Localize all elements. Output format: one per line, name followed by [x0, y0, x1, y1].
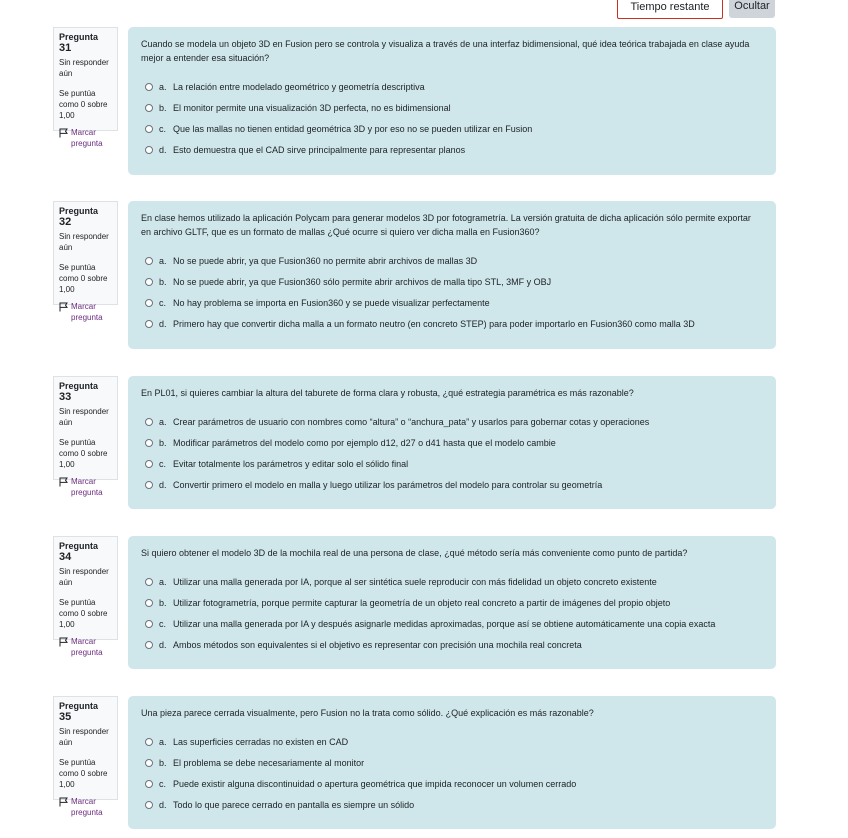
question-number: Pregunta 31	[59, 32, 99, 54]
answer-letter: b.	[159, 276, 167, 287]
question-grade: Se puntúa como 0 sobre 1,00	[59, 438, 108, 469]
question-number: Pregunta 33	[59, 381, 99, 403]
answer-letter: a.	[159, 736, 167, 747]
answer-list	[141, 76, 763, 160]
answer-radio[interactable]	[145, 780, 153, 788]
answer-letter: d.	[159, 639, 167, 650]
answer-list	[141, 411, 763, 495]
answer-radio[interactable]	[145, 125, 153, 133]
answer-radio[interactable]	[145, 599, 153, 607]
answer-text: El problema se debe necesariamente al monitor	[173, 757, 365, 768]
answer-text: Que las mallas no tienen entidad geométrica 3D y por eso no se pueden utilizar en Fusion	[173, 123, 533, 134]
question-text: En clase hemos utilizado la aplicación Polycam para generar modelos 3D por fotogrametría. La versión gratuita de dicha aplicación sólo permite exportar en archivo GLTF, que es un formato de mallas ¿Qué ocurre si quiero ver dicha malla en Fusion360?	[141, 213, 751, 237]
answer-option[interactable]	[141, 118, 763, 139]
answer-option[interactable]	[141, 313, 763, 334]
answer-text: No se puede abrir, ya que Fusion360 no permite abrir archivos de mallas 3D	[173, 255, 478, 266]
answer-letter: a.	[159, 576, 167, 587]
flag-icon	[59, 637, 68, 647]
question-number: Pregunta 35	[59, 701, 99, 723]
answer-text: No hay problema se importa en Fusion360 y se puede visualizar perfectamente	[173, 297, 490, 308]
answer-text: Puede existir alguna discontinuidad o apertura geométrica que impida reconocer un volumen cerrado	[173, 778, 577, 789]
answer-letter: b.	[159, 437, 167, 448]
flag-label: Marcar pregunta	[71, 302, 103, 322]
answer-option[interactable]	[141, 292, 763, 313]
answer-option[interactable]	[141, 139, 763, 160]
answer-text: Primero hay que convertir dicha malla a un formato neutro (en concreto STEP) para poder importarlo en Fusion360 como malla 3D	[173, 318, 695, 329]
answer-option[interactable]	[141, 752, 763, 773]
answer-letter: b.	[159, 102, 167, 113]
answer-option[interactable]	[141, 571, 763, 592]
answer-option[interactable]	[141, 794, 763, 815]
answer-option[interactable]	[141, 453, 763, 474]
answer-list	[141, 731, 763, 815]
flag-question-link[interactable]	[59, 796, 112, 818]
answer-text: Ambos métodos son equivalentes si el objetivo es representar con precisión una mochila real concreta	[173, 639, 582, 650]
flag-icon	[59, 797, 68, 807]
answer-text: Crear parámetros de usuario con nombres como “altura” o “anchura_pata” y usarlos para gobernar cotas y operaciones	[173, 416, 650, 427]
answer-letter: c.	[159, 297, 167, 308]
answer-text: No se puede abrir, ya que Fusion360 sólo permite abrir archivos de malla tipo STL, 3MF y OBJ	[173, 276, 552, 287]
flag-question-link[interactable]	[59, 301, 112, 323]
flag-question-link[interactable]	[59, 476, 112, 498]
flag-icon	[59, 477, 68, 487]
answer-radio[interactable]	[145, 759, 153, 767]
question-content	[128, 27, 776, 175]
flag-label: Marcar pregunta	[71, 128, 103, 148]
answer-radio[interactable]	[145, 104, 153, 112]
answer-text: Utilizar fotogrametría, porque permite capturar la geometría de un objeto real concreto a partir de imágenes del propio objeto	[173, 597, 671, 608]
answer-letter: c.	[159, 123, 167, 134]
answer-option[interactable]	[141, 613, 763, 634]
answer-radio[interactable]	[145, 620, 153, 628]
flag-question-link[interactable]	[59, 636, 112, 658]
answer-letter: b.	[159, 757, 167, 768]
answer-text: Utilizar una malla generada por IA y después asignarle medidas aproximadas, porque así se obtiene automáticamente una copia exacta	[173, 618, 716, 629]
answer-option[interactable]	[141, 250, 763, 271]
answer-radio[interactable]	[145, 418, 153, 426]
answer-text: Convertir primero el modelo en malla y luego utilizar los parámetros del modelo para controlar su geometría	[173, 479, 603, 490]
question-text: Cuando se modela un objeto 3D en Fusion pero se controla y visualiza a través de una interfaz bidimensional, qué idea teórica trabajada en clase ayuda mejor a entender esa situación?	[141, 39, 750, 63]
question-content	[128, 696, 776, 829]
answer-letter: b.	[159, 597, 167, 608]
question-info	[53, 696, 118, 817]
answer-option[interactable]	[141, 731, 763, 752]
answer-radio[interactable]	[145, 257, 153, 265]
hide-timer-button[interactable]: Ocultar	[729, 0, 775, 18]
answer-option[interactable]	[141, 97, 763, 118]
answer-radio[interactable]	[145, 641, 153, 649]
flag-question-link[interactable]	[59, 127, 112, 149]
question-info	[53, 27, 118, 148]
flag-icon	[59, 302, 68, 312]
answer-radio[interactable]	[145, 439, 153, 447]
timer-box	[617, 0, 723, 19]
question-content	[128, 201, 776, 349]
answer-letter: a.	[159, 416, 167, 427]
answer-letter: c.	[159, 458, 167, 469]
answer-radio[interactable]	[145, 278, 153, 286]
answer-text: Todo lo que parece cerrado en pantalla es siempre un sólido	[173, 799, 415, 810]
answer-letter: a.	[159, 81, 167, 92]
answer-radio[interactable]	[145, 83, 153, 91]
answer-text: Las superficies cerradas no existen en CAD	[173, 736, 349, 747]
question-info	[53, 536, 118, 657]
question-state: Sin responder aún	[59, 407, 109, 427]
answer-text: La relación entre modelado geométrico y geometría descriptiva	[173, 81, 425, 92]
answer-letter: d.	[159, 479, 167, 490]
answer-option[interactable]	[141, 773, 763, 794]
answer-option[interactable]	[141, 411, 763, 432]
question-number: Pregunta 32	[59, 206, 99, 228]
flag-label: Marcar pregunta	[71, 477, 103, 497]
answer-option[interactable]	[141, 271, 763, 292]
answer-radio[interactable]	[145, 299, 153, 307]
answer-letter: a.	[159, 255, 167, 266]
answer-letter: c.	[159, 618, 167, 629]
answer-radio[interactable]	[145, 801, 153, 809]
answer-radio[interactable]	[145, 460, 153, 468]
question-state: Sin responder aún	[59, 232, 109, 252]
answer-radio[interactable]	[145, 481, 153, 489]
question-grade: Se puntúa como 0 sobre 1,00	[59, 758, 108, 789]
answer-list	[141, 571, 763, 655]
question-content	[128, 376, 776, 509]
question-state: Sin responder aún	[59, 58, 109, 78]
answer-text: Evitar totalmente los parámetros y editar solo el sólido final	[173, 458, 409, 469]
answer-letter: d.	[159, 799, 167, 810]
answer-text: Modificar parámetros del modelo como por ejemplo d12, d27 o d41 hasta que el modelo cambie	[173, 437, 556, 448]
answer-option[interactable]	[141, 474, 763, 495]
answer-letter: c.	[159, 778, 167, 789]
question-grade: Se puntúa como 0 sobre 1,00	[59, 89, 108, 120]
question-info	[53, 201, 118, 322]
answer-text: Esto demuestra que el CAD sirve principalmente para representar planos	[173, 144, 466, 155]
flag-label: Marcar pregunta	[71, 797, 103, 817]
answer-letter: d.	[159, 318, 167, 329]
answer-text: Utilizar una malla generada por IA, porque al ser sintética suele reproducir con más fidelidad un objeto concreto existente	[173, 576, 657, 587]
answer-radio[interactable]	[145, 738, 153, 746]
answer-radio[interactable]	[145, 146, 153, 154]
answer-option[interactable]	[141, 432, 763, 453]
answer-text: El monitor permite una visualización 3D perfecta, no es bidimensional	[173, 102, 451, 113]
answer-radio[interactable]	[145, 320, 153, 328]
question-state: Sin responder aún	[59, 567, 109, 587]
flag-label: Marcar pregunta	[71, 637, 103, 657]
question-number: Pregunta 34	[59, 541, 99, 563]
question-text: Si quiero obtener el modelo 3D de la mochila real de una persona de clase, ¿qué método sería más conveniente como punto de partida?	[141, 548, 688, 558]
answer-radio[interactable]	[145, 578, 153, 586]
question-text: En PL01, si quieres cambiar la altura del taburete de forma clara y robusta, ¿qué estrategia paramétrica es más razonable?	[141, 388, 634, 398]
question-content	[128, 536, 776, 669]
question-text: Una pieza parece cerrada visualmente, pero Fusion no la trata como sólido. ¿Qué explicación es más razonable?	[141, 708, 594, 718]
question-grade: Se puntúa como 0 sobre 1,00	[59, 263, 108, 294]
answer-option[interactable]	[141, 592, 763, 613]
question-info	[53, 376, 118, 497]
answer-option[interactable]	[141, 634, 763, 655]
answer-list	[141, 250, 763, 334]
question-state: Sin responder aún	[59, 727, 109, 747]
answer-letter: d.	[159, 144, 167, 155]
question-grade: Se puntúa como 0 sobre 1,00	[59, 598, 108, 629]
timer-text: Tiempo restante	[630, 1, 710, 13]
answer-option[interactable]	[141, 76, 763, 97]
flag-icon	[59, 128, 68, 138]
